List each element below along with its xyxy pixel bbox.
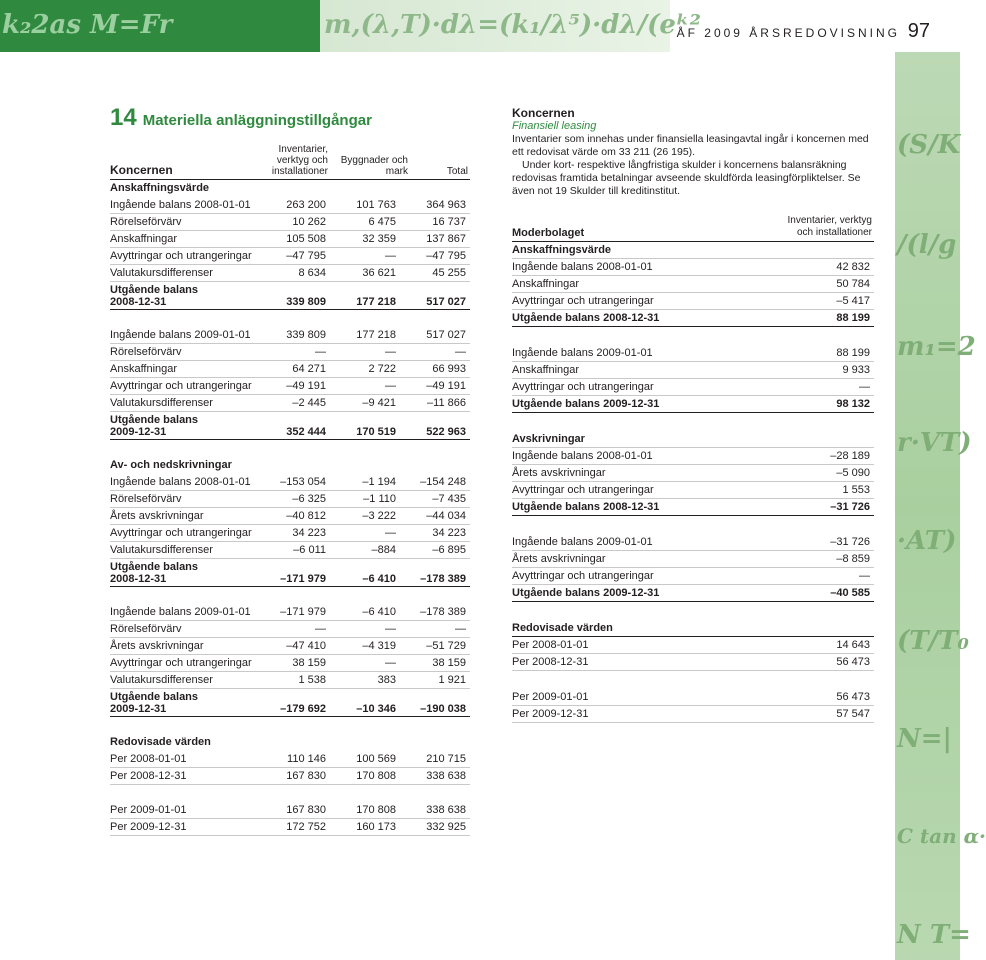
row-label: Avyttringar och utrangeringar <box>110 380 252 392</box>
total-value: 339 809 <box>286 296 326 308</box>
table-row <box>110 621 470 638</box>
row-value: –1 110 <box>363 493 396 505</box>
row-value: –3 222 <box>362 510 396 522</box>
table-header <box>110 146 470 180</box>
row-label: Ingående balans 2009-01-01 <box>512 347 653 359</box>
margin-formula: (T/T₀ <box>897 626 969 656</box>
row-value: –47 795 <box>426 250 466 262</box>
leasing-heading: Koncernen <box>512 106 575 120</box>
table-row <box>110 525 470 542</box>
total-value: 88 199 <box>836 312 870 324</box>
header-band <box>0 0 960 52</box>
row-value: 338 638 <box>426 804 466 816</box>
row-value: — <box>385 380 396 392</box>
spacer <box>512 516 874 534</box>
row-value: 338 638 <box>426 770 466 782</box>
table-row <box>110 508 470 525</box>
total-row <box>110 282 470 310</box>
total-label: Utgående balans 2009-12-31 <box>110 414 199 438</box>
row-value: 50 784 <box>836 278 870 290</box>
spacer <box>110 440 470 457</box>
margin-formula: N T= <box>897 920 971 950</box>
row-value: 36 621 <box>362 267 396 279</box>
total-row <box>110 689 470 717</box>
total-value: 352 444 <box>286 426 326 438</box>
table-row <box>512 689 874 706</box>
total-value: 522 963 <box>426 426 466 438</box>
row-value: –51 729 <box>426 640 466 652</box>
row-value: — <box>315 346 326 358</box>
row-value: — <box>455 623 466 635</box>
total-value: 517 027 <box>426 296 466 308</box>
row-label: Anskaffningar <box>512 364 580 376</box>
right-column <box>512 107 874 723</box>
row-label: Per 2009-12-31 <box>512 708 589 720</box>
row-label: Ingående balans 2008-01-01 <box>512 261 653 273</box>
row-label: Valutakursdifferenser <box>110 397 213 409</box>
row-value: 1 921 <box>438 674 466 686</box>
row-value: 364 963 <box>426 199 466 211</box>
row-label: Per 2009-01-01 <box>512 691 589 703</box>
section-heading <box>110 734 470 751</box>
row-value: 16 737 <box>432 216 466 228</box>
margin-formula: (S/K <box>897 130 961 160</box>
section-heading-label: Avskrivningar <box>512 433 585 445</box>
table-row <box>512 706 874 723</box>
row-label: Ingående balans 2008-01-01 <box>512 450 653 462</box>
header-formula-mid: m,(λ,T)·dλ=(k₁/λ⁵)·dλ/(eᵏ² <box>324 10 701 40</box>
row-label: Ingående balans 2009-01-01 <box>512 536 653 548</box>
row-value: 172 752 <box>286 821 326 833</box>
row-value: — <box>385 623 396 635</box>
note-title: Materiella anläggningstillgångar <box>142 112 372 129</box>
row-label: Valutakursdifferenser <box>110 544 213 556</box>
section-heading-label: Redovisade värden <box>110 736 211 748</box>
row-label: Ingående balans 2009-01-01 <box>110 329 251 341</box>
spacer <box>110 310 470 327</box>
section-heading-label: Anskaffningsvärde <box>512 244 612 256</box>
row-value: — <box>315 623 326 635</box>
total-label: Utgående balans 2008-12-31 <box>512 312 660 324</box>
total-label: Utgående balans 2009-12-31 <box>512 587 660 599</box>
spacer <box>110 785 470 802</box>
table-row <box>512 259 874 276</box>
row-value: — <box>385 250 396 262</box>
table-row <box>110 361 470 378</box>
section-heading-label: Anskaffningsvärde <box>110 182 210 194</box>
table-label: Moderbolaget <box>512 227 585 239</box>
row-label: Avyttringar och utrangeringar <box>512 570 654 582</box>
row-value: 517 027 <box>426 329 466 341</box>
section-heading-label: Av- och nedskrivningar <box>110 459 232 471</box>
row-label: Årets avskrivningar <box>512 467 606 479</box>
table-row <box>110 378 470 395</box>
column-header-total: Total <box>446 166 468 177</box>
table-row <box>512 362 874 379</box>
row-label: Ingående balans 2009-01-01 <box>110 606 251 618</box>
row-value: 66 993 <box>432 363 466 375</box>
table-row <box>110 768 470 785</box>
table-row <box>110 248 470 265</box>
row-value: 137 867 <box>426 233 466 245</box>
row-value: — <box>455 346 466 358</box>
table-row <box>110 802 470 819</box>
table-row <box>110 672 470 689</box>
row-value: 263 200 <box>286 199 326 211</box>
page-number: 97 <box>907 20 930 42</box>
row-value: –2 445 <box>292 397 326 409</box>
row-label: Anskaffningar <box>110 363 178 375</box>
row-value: 38 159 <box>292 657 326 669</box>
total-row <box>110 412 470 440</box>
moderbolaget-table <box>512 204 874 723</box>
row-value: –28 189 <box>830 450 870 462</box>
row-value: –7 435 <box>432 493 466 505</box>
section-heading <box>512 620 874 637</box>
section-heading <box>512 242 874 259</box>
row-value: 177 218 <box>356 329 396 341</box>
leasing-paragraph: Inventarier som innehas under finansiella leasingavtal ingår i koncernen med ett redovisat värde om 33 211 (26 195). <box>512 133 869 158</box>
row-value: –153 054 <box>280 476 326 488</box>
spacer <box>512 602 874 620</box>
header-green-block <box>0 0 320 52</box>
row-label: Per 2009-12-31 <box>110 821 187 833</box>
row-value: –6 011 <box>293 544 326 556</box>
row-value: –178 389 <box>420 606 466 618</box>
table-row <box>512 482 874 499</box>
table-row <box>512 551 874 568</box>
total-value: –10 346 <box>356 703 396 715</box>
total-value: –179 692 <box>280 703 326 715</box>
row-value: –47 410 <box>286 640 326 652</box>
row-value: — <box>385 527 396 539</box>
table-row <box>110 604 470 621</box>
row-label: Ingående balans 2008-01-01 <box>110 476 251 488</box>
section-heading-label: Redovisade värden <box>512 622 613 634</box>
row-label: Årets avskrivningar <box>512 553 606 565</box>
row-value: 170 808 <box>356 804 396 816</box>
table-row <box>512 379 874 396</box>
table-row <box>110 491 470 508</box>
row-label: Avyttringar och utrangeringar <box>110 250 252 262</box>
section-heading <box>110 457 470 474</box>
table-label: Koncernen <box>110 163 173 177</box>
row-value: 100 569 <box>356 753 396 765</box>
row-label: Avyttringar och utrangeringar <box>110 527 252 539</box>
row-value: 167 830 <box>286 770 326 782</box>
row-value: –5 417 <box>836 295 870 307</box>
row-value: 64 271 <box>292 363 326 375</box>
column-header-inventarier: Inventarier, verktyg och installationer <box>787 215 872 238</box>
row-value: 34 223 <box>292 527 326 539</box>
row-value: –49 191 <box>426 380 466 392</box>
table-row <box>110 819 470 836</box>
row-label: Rörelseförvärv <box>110 346 182 358</box>
header-formula-strip <box>320 0 701 52</box>
row-value: — <box>859 570 870 582</box>
row-value: 8 634 <box>298 267 326 279</box>
row-label: Rörelseförvärv <box>110 493 182 505</box>
row-label: Rörelseförvärv <box>110 623 182 635</box>
margin-formula: ·AT) <box>897 526 957 556</box>
row-value: 45 255 <box>432 267 466 279</box>
spacer <box>512 327 874 345</box>
row-value: 9 933 <box>842 364 870 376</box>
row-value: –884 <box>371 544 396 556</box>
leasing-subheading: Finansiell leasing <box>512 120 597 132</box>
row-value: 210 715 <box>426 753 466 765</box>
total-row <box>512 585 874 602</box>
total-label: Utgående balans 2008-12-31 <box>512 501 660 513</box>
row-value: 170 808 <box>356 770 396 782</box>
total-value: –190 038 <box>420 703 466 715</box>
row-label: Valutakursdifferenser <box>110 674 213 686</box>
column-header-byggnader: Byggnader och mark <box>340 155 408 177</box>
row-label: Avyttringar och utrangeringar <box>512 484 654 496</box>
spacer <box>110 717 470 734</box>
row-label: Årets avskrivningar <box>110 510 204 522</box>
total-row <box>512 310 874 327</box>
row-value: 10 262 <box>292 216 326 228</box>
koncernen-table <box>110 146 470 836</box>
table-header <box>512 204 874 242</box>
total-row <box>512 396 874 413</box>
table-row <box>512 276 874 293</box>
row-value: –9 421 <box>362 397 396 409</box>
total-value: 170 519 <box>356 426 396 438</box>
note-heading <box>110 104 372 132</box>
row-value: 2 722 <box>368 363 396 375</box>
spacer <box>512 413 874 431</box>
margin-formula: m₁=2 <box>897 332 976 362</box>
total-value: –40 585 <box>830 587 870 599</box>
table-row <box>110 214 470 231</box>
total-value: –178 389 <box>420 573 466 585</box>
total-value: 98 132 <box>836 398 870 410</box>
row-value: 1 538 <box>298 674 326 686</box>
row-label: Per 2009-01-01 <box>110 804 187 816</box>
row-value: 110 146 <box>287 753 326 765</box>
table-row <box>110 344 470 361</box>
table-row <box>512 293 874 310</box>
table-row <box>110 395 470 412</box>
row-value: –1 194 <box>362 476 396 488</box>
total-label: Utgående balans 2008-12-31 <box>110 561 199 585</box>
row-value: –154 248 <box>420 476 466 488</box>
row-value: 14 643 <box>836 639 870 651</box>
note-number: 14 <box>110 104 137 131</box>
total-label: Utgående balans 2009-12-31 <box>512 398 660 410</box>
row-value: –49 191 <box>286 380 326 392</box>
row-label: Anskaffningar <box>512 278 580 290</box>
total-value: 177 218 <box>356 296 396 308</box>
row-label: Per 2008-12-31 <box>110 770 187 782</box>
margin-formula: r·VT) <box>897 428 972 458</box>
row-value: 105 508 <box>286 233 326 245</box>
row-value: –6 895 <box>432 544 466 556</box>
row-value: — <box>385 657 396 669</box>
row-label: Ingående balans 2008-01-01 <box>110 199 251 211</box>
row-value: 34 223 <box>432 527 466 539</box>
table-row <box>512 345 874 362</box>
row-value: 38 159 <box>432 657 466 669</box>
table-row <box>110 751 470 768</box>
total-row <box>110 559 470 587</box>
row-label: Per 2008-12-31 <box>512 656 589 668</box>
row-value: 42 832 <box>836 261 870 273</box>
table-row <box>512 448 874 465</box>
row-label: Avyttringar och utrangeringar <box>512 381 654 393</box>
total-label: Utgående balans 2009-12-31 <box>110 691 199 715</box>
row-value: 160 173 <box>356 821 396 833</box>
row-value: –4 319 <box>362 640 396 652</box>
row-label: Valutakursdifferenser <box>110 267 213 279</box>
row-value: –47 795 <box>286 250 326 262</box>
row-value: 88 199 <box>836 347 870 359</box>
table-row <box>110 474 470 491</box>
row-value: –5 090 <box>836 467 870 479</box>
row-value: –6 410 <box>362 606 396 618</box>
formula-margin <box>895 52 986 960</box>
row-value: 57 547 <box>836 708 870 720</box>
margin-formula: /(l/g <box>897 230 957 260</box>
table-row <box>110 655 470 672</box>
margin-formula: C tan α· <box>897 824 986 848</box>
table-row <box>110 265 470 282</box>
header-formula-left: k₂2as M=Fr <box>2 10 173 40</box>
row-value: — <box>859 381 870 393</box>
table-row <box>512 637 874 654</box>
row-label: Rörelseförvärv <box>110 216 182 228</box>
row-value: –40 812 <box>286 510 326 522</box>
table-row <box>110 542 470 559</box>
row-value: 101 763 <box>356 199 396 211</box>
row-value: — <box>385 346 396 358</box>
total-value: –31 726 <box>830 501 870 513</box>
row-value: 167 830 <box>286 804 326 816</box>
row-value: 1 553 <box>842 484 870 496</box>
row-value: 6 475 <box>368 216 396 228</box>
section-heading <box>512 431 874 448</box>
spacer <box>110 587 470 604</box>
row-label: Avyttringar och utrangeringar <box>110 657 252 669</box>
table-row <box>110 638 470 655</box>
row-label: Per 2008-01-01 <box>512 639 589 651</box>
row-label: Avyttringar och utrangeringar <box>512 295 654 307</box>
total-value: –171 979 <box>280 573 326 585</box>
table-row <box>110 327 470 344</box>
row-label: Per 2008-01-01 <box>110 753 187 765</box>
row-label: Årets avskrivningar <box>110 640 204 652</box>
row-value: –171 979 <box>280 606 326 618</box>
table-row <box>110 231 470 248</box>
table-row <box>512 534 874 551</box>
row-value: 383 <box>377 674 396 686</box>
row-value: 56 473 <box>836 656 870 668</box>
margin-formula: N=| <box>897 724 953 754</box>
row-value: –6 325 <box>292 493 326 505</box>
row-value: 56 473 <box>836 691 870 703</box>
table-row <box>512 465 874 482</box>
leasing-paragraph: Under kort- respektive långfristiga skulder i koncernens balansräkning redovisas framtida betalningar avseende skuldförda leasingförpliktelser. Se även not 19 Skulder till kreditinstitut. <box>512 159 861 197</box>
row-value: –44 034 <box>426 510 466 522</box>
row-value: –11 866 <box>427 397 466 409</box>
total-value: –6 410 <box>362 573 396 585</box>
column-header-inventarier: Inventarier, verktyg och installationer <box>271 144 328 177</box>
row-value: 339 809 <box>286 329 326 341</box>
row-value: 32 359 <box>362 233 396 245</box>
report-title: ÅF 2009 ÅRSREDOVISNING <box>676 26 900 40</box>
table-row <box>512 568 874 585</box>
row-label: Anskaffningar <box>110 233 178 245</box>
row-value: 332 925 <box>426 821 466 833</box>
table-row <box>512 654 874 671</box>
table-row <box>110 197 470 214</box>
section-heading <box>110 180 470 197</box>
total-label: Utgående balans 2008-12-31 <box>110 284 199 308</box>
spacer <box>512 671 874 689</box>
total-row <box>512 499 874 516</box>
row-value: –31 726 <box>830 536 870 548</box>
row-value: –8 859 <box>836 553 870 565</box>
